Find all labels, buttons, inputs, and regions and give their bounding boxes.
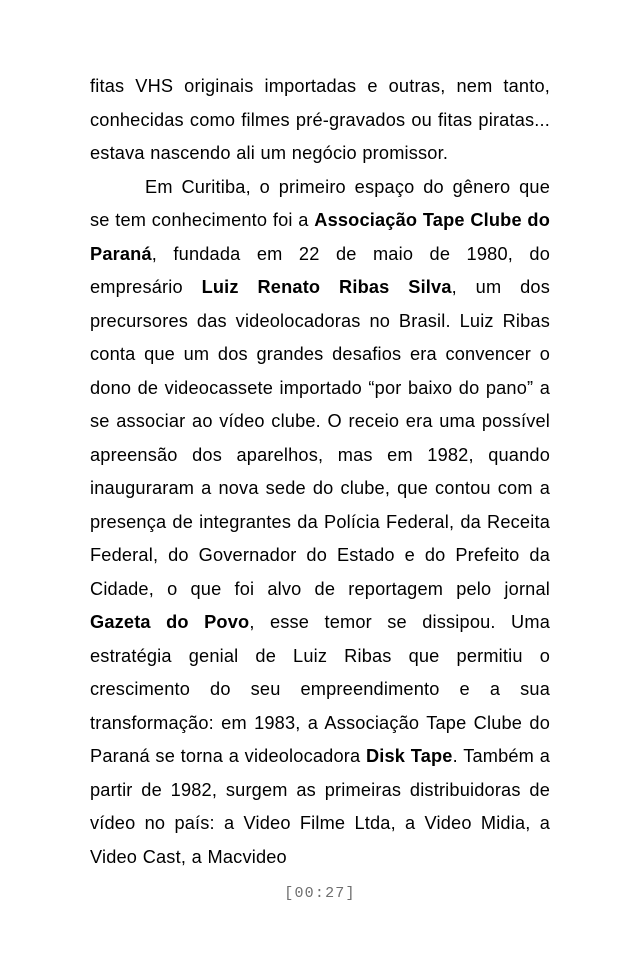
text-run: Em Curitiba, o primeiro espaço do gênero que se tem conhecimento foi a [90, 176, 550, 230]
emphasis-run: Luiz Renato Ribas Silva [201, 277, 452, 297]
text-column [90, 70, 550, 874]
footer-timestamp: [00:27] [284, 885, 356, 902]
paragraph-2 [90, 171, 550, 875]
text-run: , fundada em 22 de maio de 1980, do empresário [90, 243, 550, 297]
emphasis-run: Associação Tape Clube do Paraná [90, 210, 551, 264]
emphasis-run: Gazeta do Povo [90, 612, 250, 632]
text-run: , esse temor se dissipou. Uma estratégia genial de Luiz Ribas que permitiu o crescimento do seu empreendimento e a sua transformação: em 1983, a Associação Tape Clube do Paraná se torna a videolocadora [90, 612, 551, 766]
text-run: , um dos precursores das videolocadoras no Brasil. Luiz Ribas conta que um dos grandes desafios era convencer o dono de videocassete importado “por baixo do pano” a se associar ao vídeo clube. O receio era uma possível apreensão dos aparelhos, mas em 1982, quando inauguraram a nova sede do clube, que contou com a presença de integrantes da Polícia Federal, da Receita Federal, do Governador do Estado e do Prefeito da Cidade, o que foi alvo de reportagem pelo jornal [90, 277, 550, 599]
emphasis-run: Disk Tape [365, 746, 453, 766]
paragraph-1 [90, 70, 550, 171]
text-run: fitas VHS originais importadas e outras, nem tanto, conhecidas como filmes pré-gravados ou fitas piratas... estava nascendo ali um negócio promissor. [90, 76, 550, 163]
text-run: . Também a partir de 1982, surgem as primeiras distribuidoras de vídeo no país: a Video Filme Ltda, a Video Midia, a Video Cast, a Macvideo [90, 746, 550, 867]
